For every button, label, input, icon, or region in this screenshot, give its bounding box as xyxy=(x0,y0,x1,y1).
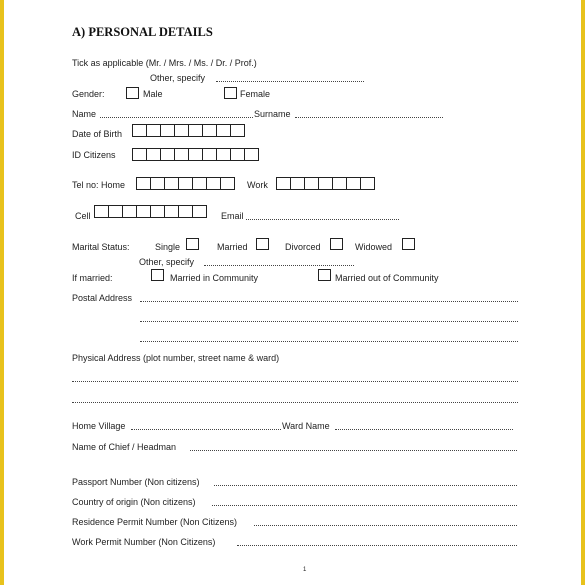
surname-label: Surname xyxy=(254,109,291,119)
residence-permit-label: Residence Permit Number (Non Citizens) xyxy=(72,517,238,527)
ward-name-field[interactable] xyxy=(335,429,513,430)
physical-address-line-2[interactable] xyxy=(72,402,518,403)
home-village-field[interactable] xyxy=(131,429,281,430)
name-label: Name xyxy=(72,109,97,119)
passport-label: Passport Number (Non citizens) xyxy=(72,477,200,487)
married-checkbox[interactable] xyxy=(256,238,269,250)
ward-name-label: Ward Name xyxy=(282,421,330,431)
chief-field[interactable] xyxy=(190,450,517,451)
out-of-community-label: Married out of Community xyxy=(335,273,439,283)
title-prompt: Tick as applicable (Mr. / Mrs. / Ms. / Dr. / Prof.) xyxy=(72,58,257,68)
id-grid[interactable] xyxy=(132,148,258,161)
residence-permit-field[interactable] xyxy=(254,525,517,526)
passport-field[interactable] xyxy=(214,485,517,486)
male-checkbox[interactable] xyxy=(126,87,139,99)
postal-address-label: Postal Address xyxy=(72,293,133,303)
marital-label: Marital Status: xyxy=(72,242,130,252)
email-field[interactable] xyxy=(246,219,399,220)
marital-other-field[interactable] xyxy=(204,265,354,266)
title-other-label: Other, specify xyxy=(150,73,206,83)
name-field[interactable] xyxy=(100,117,253,118)
dob-label: Date of Birth xyxy=(72,129,123,139)
divorced-checkbox[interactable] xyxy=(330,238,343,250)
female-label: Female xyxy=(240,89,271,99)
male-label: Male xyxy=(143,89,163,99)
home-village-label: Home Village xyxy=(72,421,126,431)
tel-home-label: Tel no: Home xyxy=(72,180,126,190)
email-label: Email xyxy=(221,211,244,221)
single-checkbox[interactable] xyxy=(186,238,199,250)
out-of-community-checkbox[interactable] xyxy=(318,269,331,281)
married-label: Married xyxy=(217,242,248,252)
community-checkbox[interactable] xyxy=(151,269,164,281)
work-permit-field[interactable] xyxy=(237,545,517,546)
title-other-field[interactable] xyxy=(216,81,364,82)
surname-field[interactable] xyxy=(295,117,443,118)
tel-work-grid[interactable] xyxy=(276,177,374,190)
cell-label: Cell xyxy=(75,211,91,221)
widowed-checkbox[interactable] xyxy=(402,238,415,250)
id-citizens-label: ID Citizens xyxy=(72,150,116,160)
work-permit-label: Work Permit Number (Non Citizens) xyxy=(72,537,216,547)
marital-other-label: Other, specify xyxy=(139,257,195,267)
cell-grid[interactable] xyxy=(94,205,206,218)
female-checkbox[interactable] xyxy=(224,87,237,99)
chief-label: Name of Chief / Headman xyxy=(72,442,177,452)
tel-home-grid[interactable] xyxy=(136,177,234,190)
divorced-label: Divorced xyxy=(285,242,321,252)
single-label: Single xyxy=(155,242,181,252)
form-page xyxy=(4,0,581,585)
widowed-label: Widowed xyxy=(355,242,393,252)
physical-address-line-1[interactable] xyxy=(72,381,518,382)
if-married-label: If married: xyxy=(72,273,113,283)
community-label: Married in Community xyxy=(170,273,259,283)
physical-address-label: Physical Address (plot number, street name & ward) xyxy=(72,353,280,363)
tel-work-label: Work xyxy=(247,180,268,190)
country-field[interactable] xyxy=(212,505,517,506)
section-heading: A) PERSONAL DETAILS xyxy=(72,25,213,39)
country-label: Country of origin (Non citizens) xyxy=(72,497,196,507)
postal-address-line-1[interactable] xyxy=(140,301,518,302)
postal-address-line-2[interactable] xyxy=(140,321,518,322)
gender-label: Gender: xyxy=(72,89,105,99)
page-number: 1 xyxy=(303,567,307,573)
postal-address-line-3[interactable] xyxy=(140,341,518,342)
dob-grid[interactable] xyxy=(132,124,244,137)
